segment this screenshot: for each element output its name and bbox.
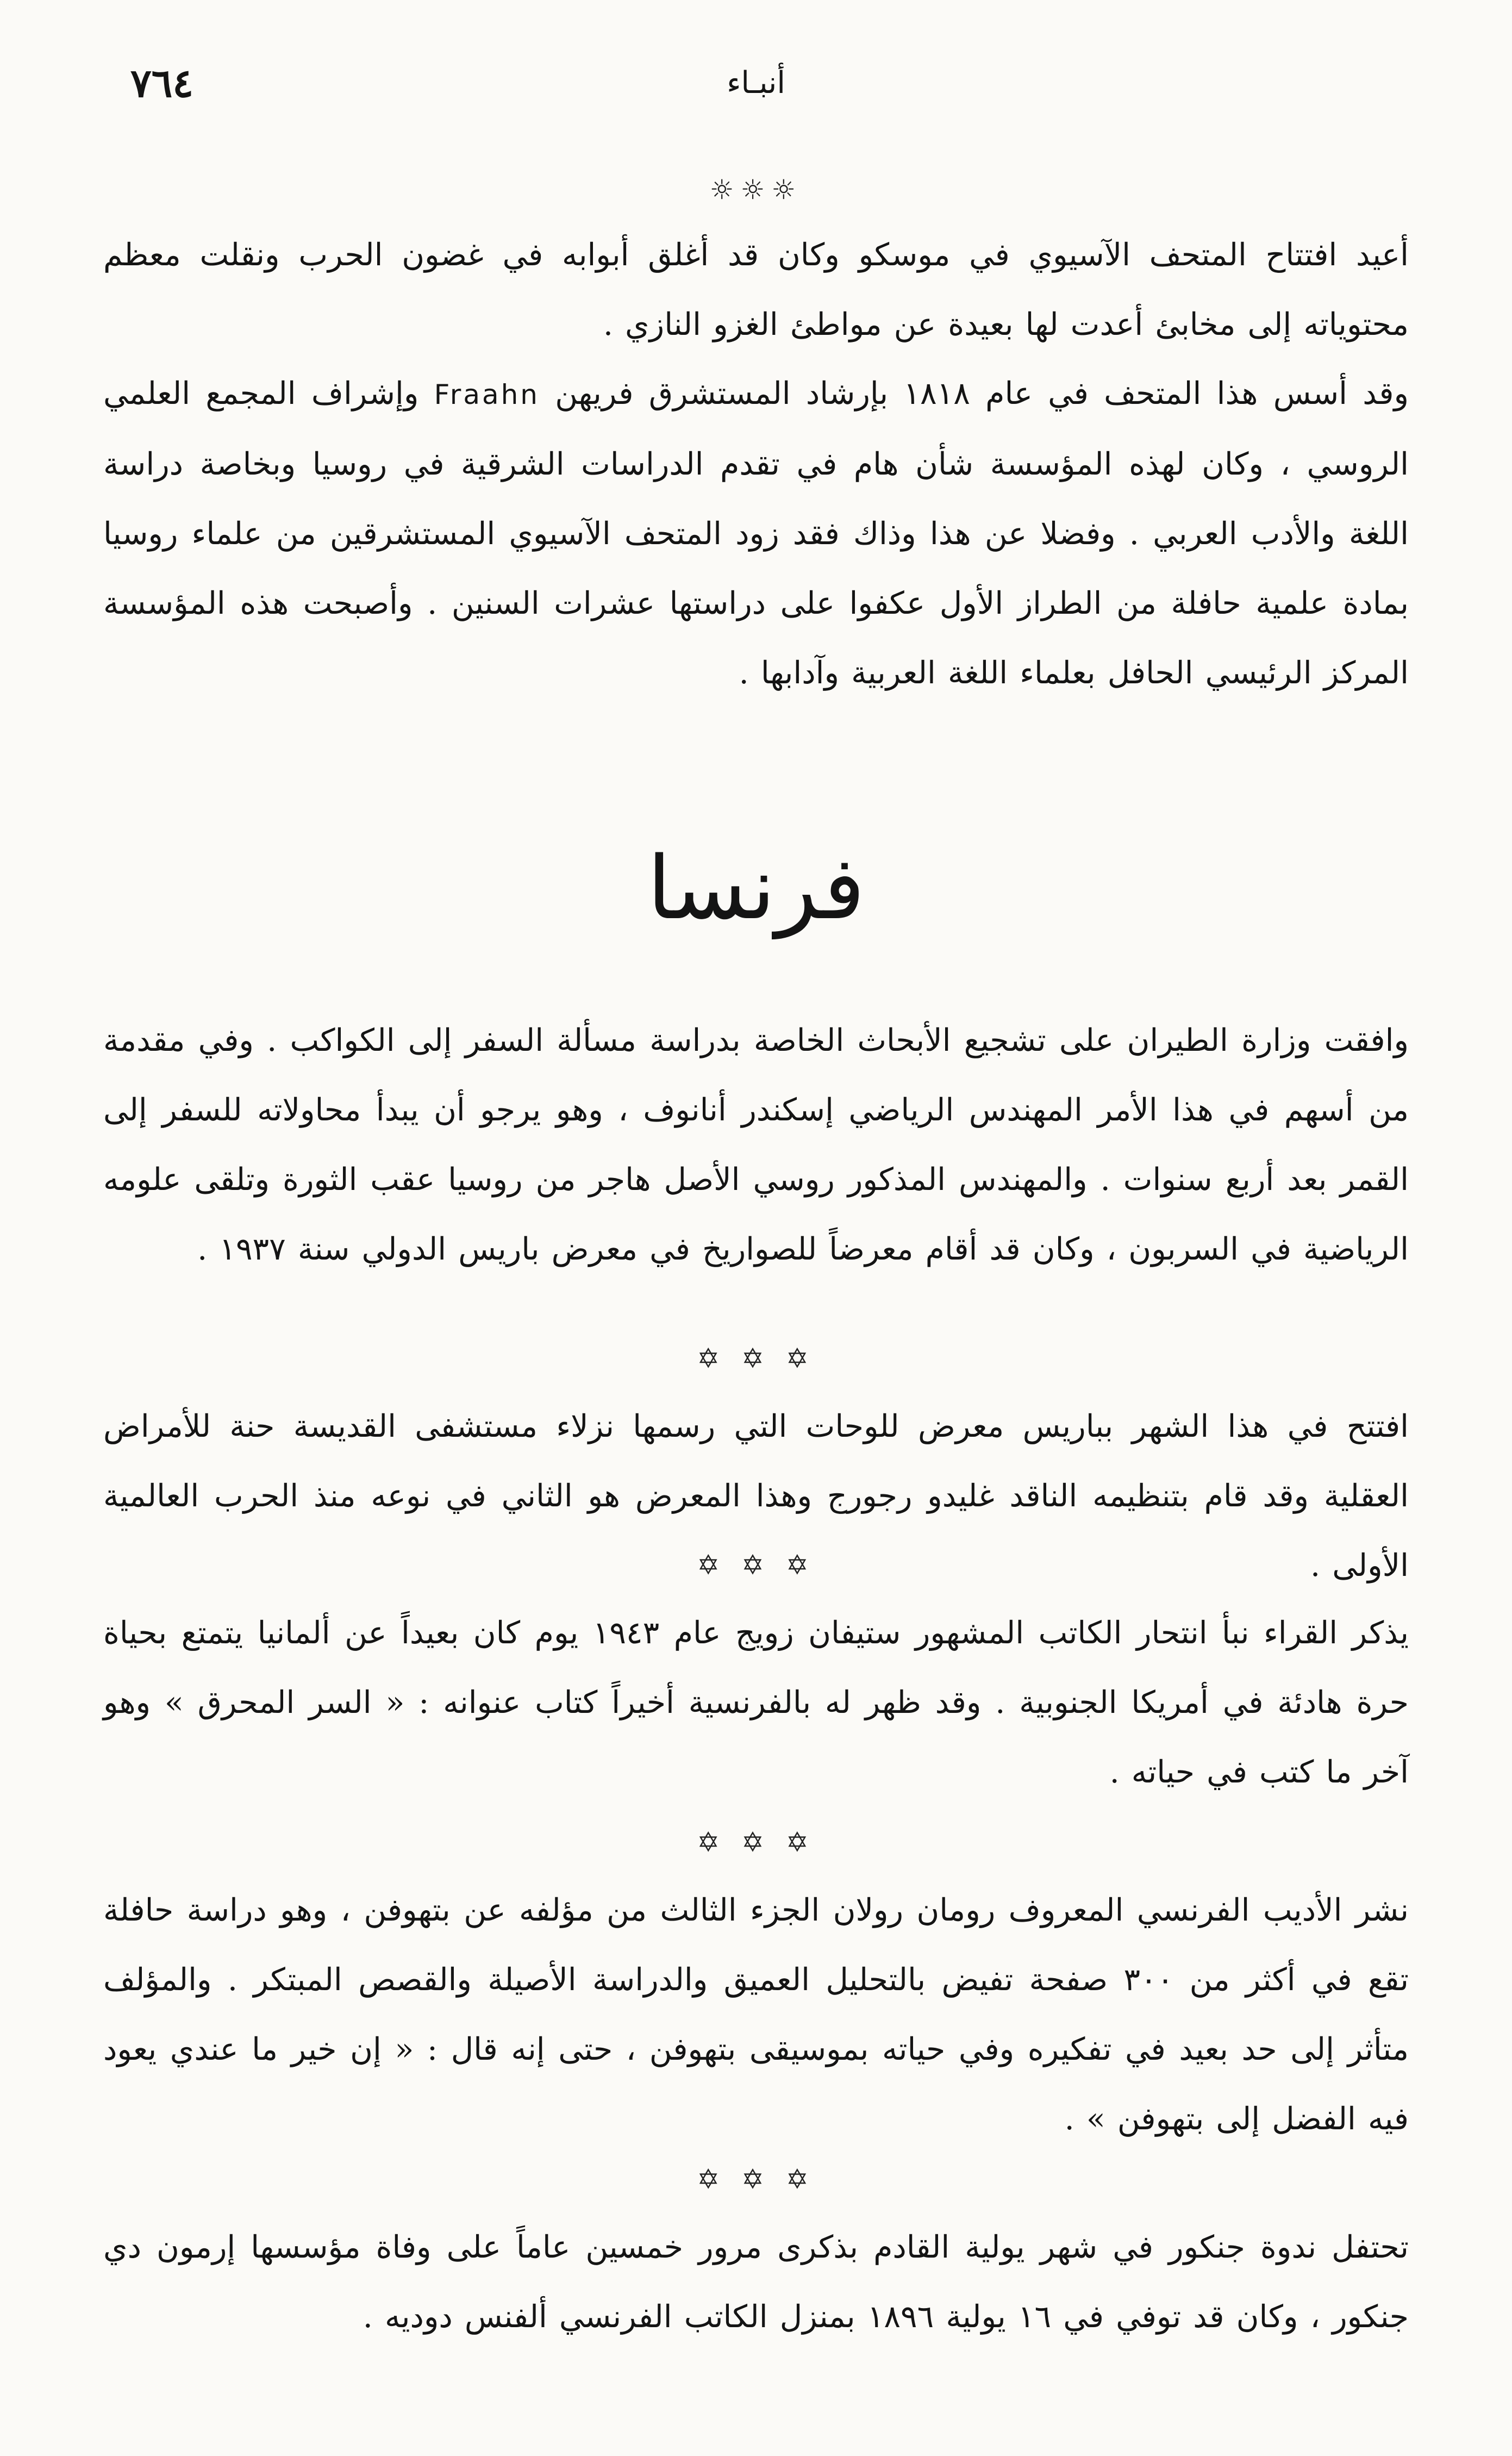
section-title-france: فرنسا: [647, 837, 865, 939]
running-title: أنبـاء: [727, 65, 785, 101]
russia-paragraph-1: أعيد افتتاح المتحف الآسيوي في موسكو وكان قد أغلق أبوابه في غضون الحرب ونقلت معظم محتوياته إلى مخابئ أعدت لها بعيدة عن مواطئ الغزو النازي .: [103, 237, 1409, 342]
latin-name-fraahn: Fraahn: [434, 379, 540, 410]
france-paragraph-5: تحتفل ندوة جنكور في شهر يولية القادم بذكرى مرور خمسين عاماً على وفاة مؤسسها إرمون دي جنكور ، وكان قد توفي في ١٦ يولية ١٨٩٦ بمنزل الكاتب الفرنسي ألفنس دوديه .: [103, 2229, 1409, 2335]
star-divider-3: ✡ ✡ ✡: [697, 1827, 815, 1858]
page-header: [109, 60, 1403, 114]
france-paragraph-2: افتتح في هذا الشهر بباريس معرض للوحات التي رسمها نزلاء مستشفى القديسة حنة للأمراض العقلية وقد قام بتنظيمه الناقد غليدو رجورج وهذا المعرض هو الثاني في نوعه منذ الحرب العالمية الأولى .: [103, 1408, 1409, 1584]
russia-paragraph-2-start: وقد أسس هذا المتحف في عام ١٨١٨ بإرشاد المستشرق فريهن: [555, 376, 1409, 412]
star-divider-2: ✡ ✡ ✡: [697, 1549, 815, 1581]
france-paragraph-3: يذكر القراء نبأ انتحار الكاتب المشهور ستيفان زويج عام ١٩٤٣ يوم كان بعيداً عن ألمانيا يتمتع بحياة حرة هادئة في أمريكا الجنوبية . وقد ظهر له بالفرنسية أخيراً كتاب عنوانه : « السر المحرق » وهو آخر ما كتب في حياته .: [103, 1615, 1409, 1790]
france-paragraph-4: نشر الأديب الفرنسي المعروف رومان رولان الجزء الثالث من مؤلفه عن بتهوفن ، وهو دراسة حافلة تقع في أكثر من ٣٠٠ صفحة تفيض بالتحليل العميق والدراسة الأصيلة والقصص المبتكر . والمؤلف متأثر إلى حد بعيد في تفكيره وفي حياته بموسيقى بتهوفن ، حتى إنه قال : « إن خير ما عندي يعود فيه الفضل إلى بتهوفن » .: [103, 1892, 1409, 2137]
page-number: ٧٦٤: [130, 60, 194, 106]
star-divider-1: ✡ ✡ ✡: [697, 1343, 815, 1374]
france-paragraph-1: وافقت وزارة الطيران على تشجيع الأبحاث الخاصة بدراسة مسألة السفر إلى الكواكب . وفي مقدمة من أسهم في هذا الأمر المهندس الرياضي إسكندر أنانوف ، وهو يرجو أن يبدأ محاولاته للسفر إلى القمر بعد أربع سنوات . والمهندس المذكور روسي الأصل هاجر من روسيا عقب الثورة وتلقى علومه الرياضية في السربون ، وكان قد أقام معرضاً للصواريخ في معرض باريس الدولي سنة ١٩٣٧ .: [103, 1023, 1409, 1267]
star-divider-4: ✡ ✡ ✡: [697, 2164, 815, 2195]
russia-paragraph-2: [103, 359, 1409, 708]
ornament-divider: ☼☼☼: [709, 174, 803, 205]
russia-paragraph-2-end: وإشراف المجمع العلمي الروسي ، وكان لهذه المؤسسة شأن هام في تقدم الدراسات الشرقية في روسيا وبخاصة دراسة اللغة والأدب العربي . وفضلا عن هذا وذاك فقد زود المتحف الآسيوي المستشرقين من علماء روسيا بمادة علمية حافلة من الطراز الأول عكفوا على دراستها عشرات السنين . وأصبحت هذه المؤسسة المركز الرئيسي الحافل بعلماء اللغة العربية وآدابها .: [103, 376, 1409, 691]
